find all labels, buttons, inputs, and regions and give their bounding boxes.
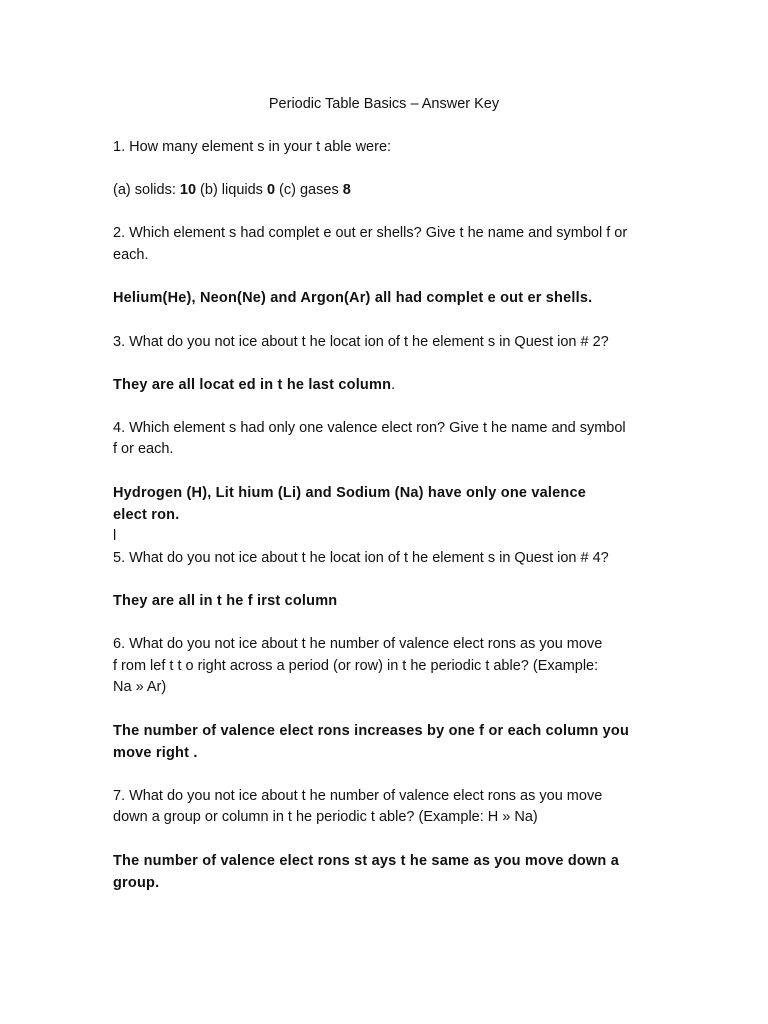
answer-7-line-1: The number of valence elect rons st ays t he same as you move down a xyxy=(113,853,619,869)
answer-5: They are all in t he f irst column xyxy=(113,593,338,609)
question-4-line-1: 4. Which element s had only one valence elect ron? Give t he name and symbol xyxy=(113,420,626,436)
answer-7-line-2: group. xyxy=(113,875,160,891)
answer-4-line-2: elect ron. xyxy=(113,507,180,523)
answer-3 xyxy=(113,375,658,396)
answer-4-line-1: Hydrogen (H), Lit hium (Li) and Sodium (Na) have only one valence xyxy=(113,485,587,501)
question-6-line-1: 6. What do you not ice about t he number of valence elect rons as you move xyxy=(113,636,603,652)
liquids-label: (b) liquids xyxy=(196,182,267,198)
question-1: 1. How many element s in your t able were: xyxy=(113,139,392,155)
gases-label: (c) gases xyxy=(275,182,343,198)
question-5: 5. What do you not ice about t he locat ion of t he element s in Quest ion # 4? xyxy=(113,550,609,566)
gases-value: 8 xyxy=(342,182,351,198)
answer-6-line-2: move right . xyxy=(113,745,198,761)
question-2-line-1: 2. Which element s had complet e out er shells? Give t he name and symbol f or xyxy=(113,225,628,241)
answer-6-line-1: The number of valence elect rons increases by one f or each column you xyxy=(113,723,630,739)
page-title: Periodic Table Basics – Answer Key xyxy=(268,96,500,112)
solids-value: 10 xyxy=(179,182,197,198)
solids-label: (a) solids: xyxy=(113,182,180,198)
answer-3-text: They are all locat ed in t he last column xyxy=(113,377,392,393)
answer-3-period: . xyxy=(391,377,396,393)
question-3: 3. What do you not ice about t he locat ion of t he element s in Quest ion # 2? xyxy=(113,334,609,350)
question-2-line-2: each. xyxy=(113,247,149,263)
question-7-line-1: 7. What do you not ice about t he number of valence elect rons as you move xyxy=(113,788,603,804)
answer-2: Helium(He), Neon(Ne) and Argon(Ar) all had complet e out er shells. xyxy=(113,290,593,306)
liquids-value: 0 xyxy=(266,182,276,198)
question-7-line-2: down a group or column in t he periodic t able? (Example: H » Na) xyxy=(113,809,538,825)
question-6-line-3: Na » Ar) xyxy=(113,679,167,695)
question-4-line-2: f or each. xyxy=(113,441,174,457)
question-6-line-2: f rom lef t t o right across a period (or row) in t he periodic t able? (Example: xyxy=(113,658,599,674)
stray-mark: l xyxy=(113,528,117,544)
answer-1 xyxy=(113,180,658,201)
